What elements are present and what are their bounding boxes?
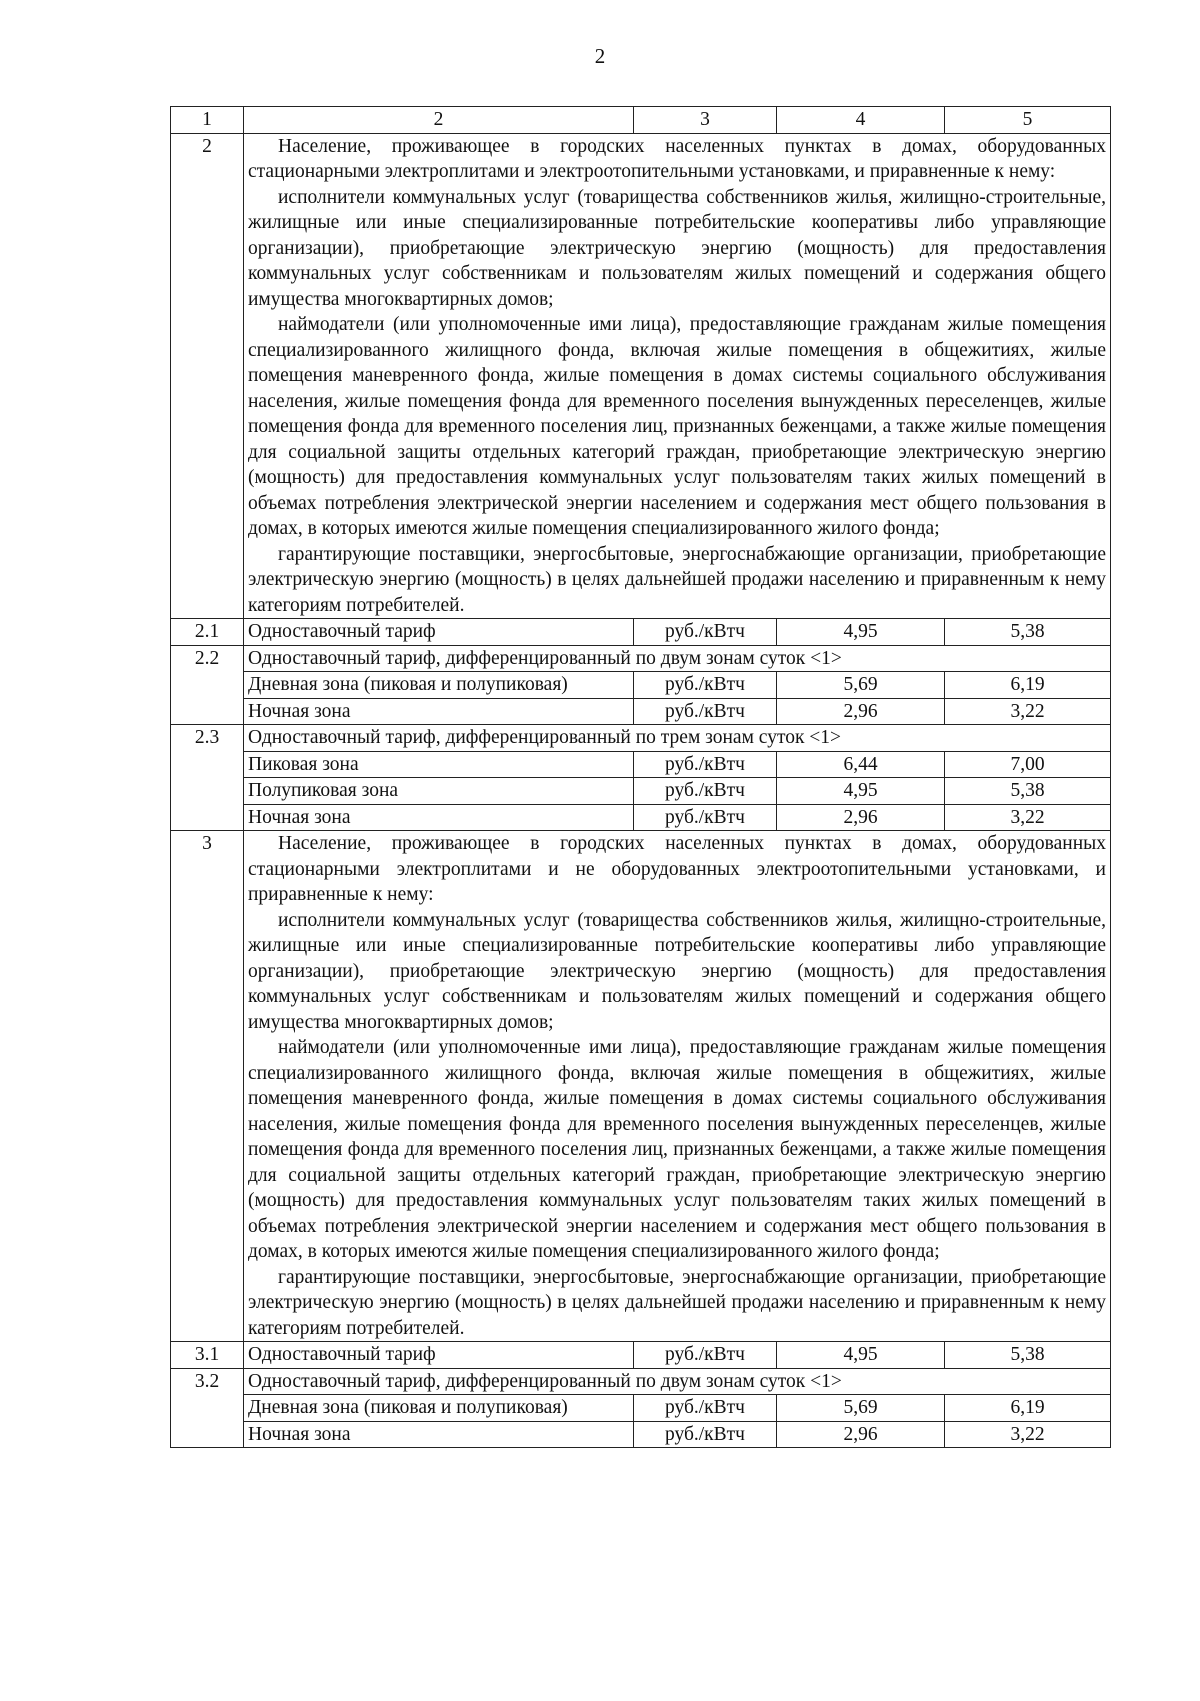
tariff-value-col4: 4,95 (777, 619, 945, 646)
header-col-1: 1 (171, 107, 244, 134)
tariff-unit: руб./кВтч (634, 672, 777, 699)
tariff-group-title: Одноставочный тариф, дифференцированный по трем зонам суток <1> (244, 725, 1111, 752)
tariff-zone-name: Дневная зона (пиковая и полупиковая) (244, 1395, 634, 1422)
tariff-group-title: Одноставочный тариф, дифференцированный по двум зонам суток <1> (244, 645, 1111, 672)
table-row (171, 698, 1111, 725)
tariff-name: Одноставочный тариф (244, 1342, 634, 1369)
section-3-description (244, 831, 1111, 1342)
table-row (171, 645, 1111, 672)
table-header-row (171, 107, 1111, 134)
row-number: 2.2 (171, 645, 244, 672)
section-3-paragraph: наймодатели (или уполномоченные ими лица), предоставляющие гражданам жилые помещения специализированного жилищного фонда, включая жилые помещения в общежитиях, жилые помещения маневренного фонда, жилые помещения в домах системы социального обслуживания населения, жилые помещения фонда для временного поселения вынужденных переселенцев, жилые помещения фонда для временного поселения лиц, признанных беженцами, а также жилые помещения для социальной защиты отдельных категорий граждан, приобретающие электрическую энергию (мощность) для предоставления коммунальных услуг пользователям таких жилых помещений в объемах потребления электрической энергии населением и содержания мест общего пользования в домах, в которых имеются жилые помещения специализированного жилого фонда; (248, 1037, 1106, 1262)
page-number: 2 (594, 44, 606, 68)
tariff-value-col5: 5,38 (945, 1342, 1111, 1369)
section-2-paragraph: гарантирующие поставщики, энергосбытовые, энергоснабжающие организации, приобретающие электрическую энергию (мощность) в целях дальнейшей продажи населению и приравненным к нему категориям потребителей. (248, 543, 1106, 616)
tariff-zone-name: Дневная зона (пиковая и полупиковая) (244, 672, 634, 699)
tariff-value-col4: 4,95 (777, 778, 945, 805)
tariff-value-col4: 6,44 (777, 751, 945, 778)
tariff-value-col5: 5,38 (945, 619, 1111, 646)
row-number: 2.1 (171, 619, 244, 646)
tariff-unit: руб./кВтч (634, 1342, 777, 1369)
tariff-unit: руб./кВтч (634, 1395, 777, 1422)
section-2-number: 2 (171, 133, 244, 619)
row-number: 2.3 (171, 725, 244, 752)
tariff-unit: руб./кВтч (634, 619, 777, 646)
tariff-value-col5: 7,00 (945, 751, 1111, 778)
table-row (171, 1368, 1111, 1395)
tariff-unit: руб./кВтч (634, 1421, 777, 1448)
tariff-unit: руб./кВтч (634, 804, 777, 831)
tariff-group-title: Одноставочный тариф, дифференцированный по двум зонам суток <1> (244, 1368, 1111, 1395)
tariff-value-col4: 5,69 (777, 672, 945, 699)
row-number: 3.2 (171, 1368, 244, 1395)
header-col-5: 5 (945, 107, 1111, 134)
tariff-zone-name: Ночная зона (244, 698, 634, 725)
tariff-name: Одноставочный тариф (244, 619, 634, 646)
header-col-2: 2 (244, 107, 634, 134)
tariff-value-col4: 5,69 (777, 1395, 945, 1422)
section-3-paragraph: исполнители коммунальных услуг (товарищества собственников жилья, жилищно-строительные, жилищные или иные специализированные потребительские кооперативы либо управляющие организации), приобретающие электрическую энергию (мощность) для предоставления коммунальных услуг собственникам и пользователям жилых помещений и содержания общего имущества многоквартирных домов; (248, 909, 1106, 1033)
tariff-unit: руб./кВтч (634, 698, 777, 725)
tariff-value-col5: 6,19 (945, 672, 1111, 699)
tariff-zone-name: Ночная зона (244, 804, 634, 831)
tariff-zone-name: Полупиковая зона (244, 778, 634, 805)
table-row (171, 1395, 1111, 1422)
section-2-paragraph: наймодатели (или уполномоченные ими лица), предоставляющие гражданам жилые помещения специализированного жилищного фонда, включая жилые помещения в общежитиях, жилые помещения маневренного фонда, жилые помещения в домах системы социального обслуживания населения, жилые помещения фонда для временного поселения вынужденных переселенцев, жилые помещения фонда для временного поселения лиц, признанных беженцами, а также жилые помещения для социальной защиты отдельных категорий граждан, приобретающие электрическую энергию (мощность) для предоставления коммунальных услуг пользователям таких жилых помещений в объемах потребления электрической энергии населением и содержания мест общего пользования в домах, в которых имеются жилые помещения специализированного жилого фонда; (248, 314, 1106, 539)
tariff-unit: руб./кВтч (634, 751, 777, 778)
section-2-paragraph: исполнители коммунальных услуг (товарищества собственников жилья, жилищно-строительные, жилищные или иные специализированные потребительские кооперативы либо управляющие организации), приобретающие электрическую энергию (мощность) для предоставления коммунальных услуг собственникам и пользователям жилых помещений и содержания общего имущества многоквартирных домов; (248, 186, 1106, 310)
tariff-value-col4: 2,96 (777, 698, 945, 725)
tariff-unit: руб./кВтч (634, 778, 777, 805)
tariff-value-col5: 3,22 (945, 698, 1111, 725)
table-row (171, 804, 1111, 831)
section-3-paragraph: гарантирующие поставщики, энергосбытовые, энергоснабжающие организации, приобретающие электрическую энергию (мощность) в целях дальнейшей продажи населению и приравненным к нему категориям потребителей. (248, 1266, 1106, 1339)
section-3-row (171, 831, 1111, 1342)
tariff-value-col5: 5,38 (945, 778, 1111, 805)
table-row (171, 672, 1111, 699)
table-row (171, 751, 1111, 778)
tariff-value-col4: 2,96 (777, 804, 945, 831)
section-2-paragraph: Население, проживающее в городских населенных пунктах в домах, оборудованных стационарными электроплитами и электроотопительными установками, и приравненные к нему: (248, 135, 1106, 182)
tariff-value-col5: 6,19 (945, 1395, 1111, 1422)
table-row (171, 778, 1111, 805)
section-2-row (171, 133, 1111, 619)
table-row (171, 725, 1111, 752)
table-row (171, 619, 1111, 646)
tariff-value-col4: 4,95 (777, 1342, 945, 1369)
row-number: 3.1 (171, 1342, 244, 1369)
section-3-paragraph: Население, проживающее в городских населенных пунктах в домах, оборудованных стационарными электроплитами и не оборудованных электроотопительными установками, и приравненные к нему: (248, 833, 1106, 905)
tariff-value-col5: 3,22 (945, 804, 1111, 831)
header-col-3: 3 (634, 107, 777, 134)
tariff-table (170, 106, 1111, 1448)
section-2-description (244, 133, 1111, 619)
header-col-4: 4 (777, 107, 945, 134)
section-3-number: 3 (171, 831, 244, 1342)
tariff-value-col5: 3,22 (945, 1421, 1111, 1448)
tariff-zone-name: Пиковая зона (244, 751, 634, 778)
tariff-zone-name: Ночная зона (244, 1421, 634, 1448)
tariff-value-col4: 2,96 (777, 1421, 945, 1448)
table-row (171, 1342, 1111, 1369)
table-row (171, 1421, 1111, 1448)
